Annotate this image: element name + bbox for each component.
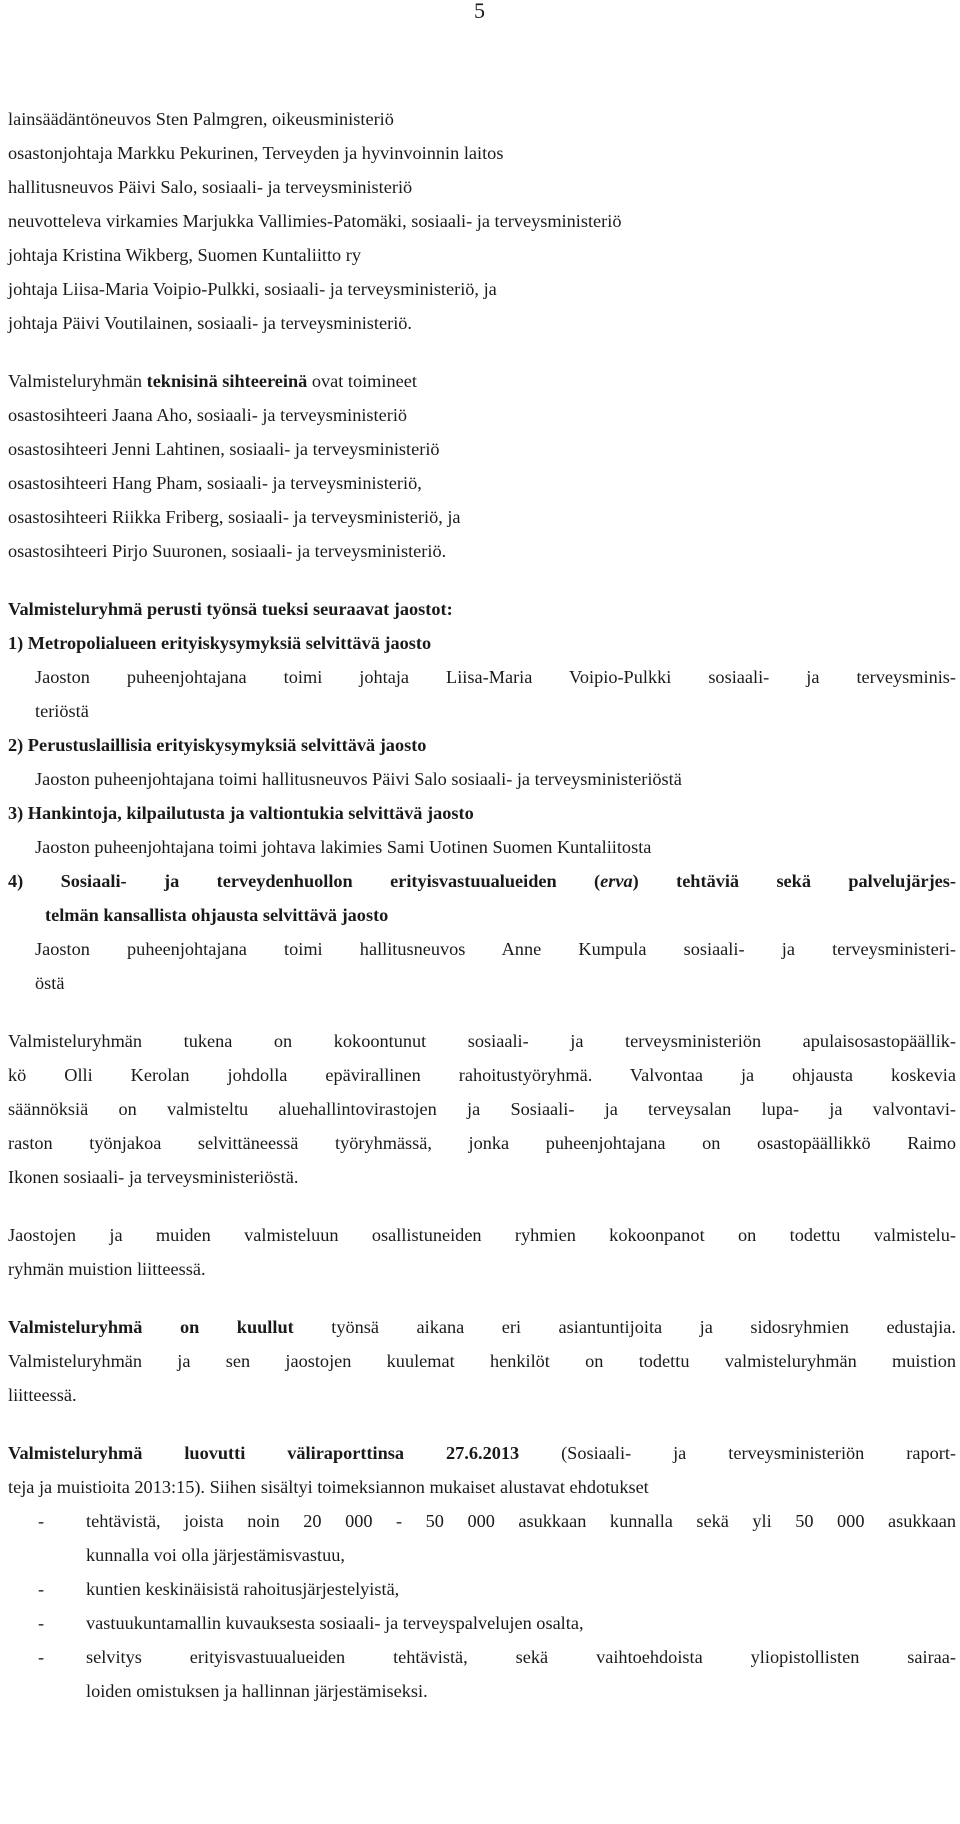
subgroup-4-title-text: 4) Sosiaali- ja terveydenhuollon erityisvastuualueiden ( [8, 871, 601, 891]
paragraph-line: kö Olli Kerolan johdolla epävirallinen rahoitustyöryhmä. Valvontaa ja ohjausta koskevia [8, 1065, 956, 1085]
secretary-line: osastosihteeri Hang Pham, sosiaali- ja terveysministeriö, [8, 473, 422, 493]
secretaries-intro [8, 364, 956, 398]
subgroup-4-title-erva: erva [600, 871, 633, 891]
interim-text: (Sosiaali- ja terveysministeriön raport- [519, 1443, 956, 1463]
list-item-text: tehtävistä, joista noin 20 000 - 50 000 asukkaan kunnalla sekä yli 50 000 asukkaan [86, 1511, 956, 1531]
member-line: neuvotteleva virkamies Marjukka Vallimies-Patomäki, sosiaali- ja terveysministeriö [8, 211, 622, 231]
secretary-line: osastosihteeri Riikka Friberg, sosiaali- ja terveysministeriö, ja [8, 507, 461, 527]
interim-bold: Valmisteluryhmä luovutti väliraporttinsa 27.6.2013 [8, 1443, 520, 1463]
page-number: 5 [474, 0, 485, 23]
dash-bullet: - [38, 1511, 45, 1531]
subgroup-1-title [8, 626, 956, 660]
subgroup-1-title-text: 1) Metropolialueen erityiskysymyksiä selvittävä jaosto [8, 633, 432, 653]
subgroup-3-chair: Jaoston puheenjohtajana toimi johtava lakimies Sami Uotinen Suomen Kuntaliitosta [35, 837, 652, 857]
list-item [8, 1606, 956, 1640]
paragraph-line: Valmisteluryhmän tukena on kokoontunut sosiaali- ja terveysministeriön apulaisosastopäällik- [8, 1031, 956, 1051]
proposal-list [8, 1504, 956, 1708]
secretary-line: osastosihteeri Jaana Aho, sosiaali- ja terveysministeriö [8, 405, 408, 425]
list-item-cont [8, 1674, 956, 1708]
dash-bullet: - [38, 1647, 45, 1667]
subgroups-heading [8, 592, 956, 626]
list-item-text: kuntien keskinäisistä rahoitusjärjestelyistä, [86, 1579, 400, 1599]
paragraph-line: Valmisteluryhmän ja sen jaostojen kuulemat henkilöt on todettu valmisteluryhmän muistion [8, 1351, 956, 1371]
dash-bullet: - [38, 1579, 45, 1599]
dash-bullet: - [38, 1613, 45, 1633]
paragraph-line [8, 1310, 956, 1344]
support-paragraph [8, 1024, 956, 1194]
heard-paragraph [8, 1310, 956, 1412]
member-line: johtaja Kristina Wikberg, Suomen Kuntaliitto ry [8, 245, 361, 265]
list-item-text: loiden omistuksen ja hallinnan järjestämiseksi. [86, 1681, 428, 1701]
list-item [8, 1640, 956, 1674]
paragraph-line: Ikonen sosiaali- ja terveysministeriöstä. [8, 1167, 299, 1187]
subgroup-3-title [8, 796, 956, 830]
paragraph-line: Jaostojen ja muiden valmisteluun osallistuneiden ryhmien kokoonpanot on todettu valmistelu- [8, 1225, 956, 1245]
secretary-line: osastosihteeri Jenni Lahtinen, sosiaali- ja terveysministeriö [8, 439, 440, 459]
member-line: johtaja Päivi Voutilainen, sosiaali- ja terveysministeriö. [8, 313, 412, 333]
paragraph-line: säännöksiä on valmisteltu aluehallintovirastojen ja Sosiaali- ja terveysalan lupa- ja valvontavi- [8, 1099, 956, 1119]
secretary-line: osastosihteeri Pirjo Suuronen, sosiaali- ja terveysministeriö. [8, 541, 447, 561]
paragraph-line [8, 1436, 956, 1470]
secretaries-section [8, 364, 956, 568]
list-item [8, 1504, 956, 1538]
intro-text: Valmisteluryhmän [8, 371, 147, 391]
paragraph-line: raston työnjakoa selvittäneessä työryhmässä, jonka puheenjohtajana on osastopäällikkö Raimo [8, 1133, 956, 1153]
subgroups-section [8, 592, 956, 1000]
subgroup-4-title-cont [8, 898, 956, 932]
subgroup-4-chair-cont: östä [35, 973, 65, 993]
paragraph-line: teja ja muistioita 2013:15). Siihen sisältyi toimeksiannon mukaiset alustavat ehdotukset [8, 1477, 649, 1497]
subgroup-2-chair: Jaoston puheenjohtajana toimi hallitusneuvos Päivi Salo sosiaali- ja terveysministeriöstä [35, 769, 682, 789]
subgroup-3-title-text: 3) Hankintoja, kilpailutusta ja valtiontukia selvittävä jaosto [8, 803, 474, 823]
heard-bold: Valmisteluryhmä on kuullut [8, 1317, 294, 1337]
subgroup-1-chair: Jaoston puheenjohtajana toimi johtaja Liisa-Maria Voipio-Pulkki sosiaali- ja terveysminis- [35, 667, 956, 687]
list-item-text: selvitys erityisvastuualueiden tehtävistä, sekä vaihtoehdoista yliopistollisten sairaa- [86, 1647, 956, 1667]
subgroup-4-title [8, 864, 956, 898]
list-item-text: vastuukuntamallin kuvauksesta sosiaali- ja terveyspalvelujen osalta, [86, 1613, 584, 1633]
heard-text: työnsä aikana eri asiantuntijoita ja sidosryhmien edustajia. [293, 1317, 956, 1337]
subgroup-4-title-cont-text: telmän kansallista ohjausta selvittävä jaosto [45, 905, 389, 925]
subgroup-2-title-text: 2) Perustuslaillisia erityiskysymyksiä selvittävä jaosto [8, 735, 427, 755]
intro-text-end: ovat toimineet [307, 371, 417, 391]
member-line: lainsäädäntöneuvos Sten Palmgren, oikeusministeriö [8, 109, 394, 129]
list-item-text: kunnalla voi olla järjestämisvastuu, [86, 1545, 345, 1565]
subgroup-4-chair: Jaoston puheenjohtajana toimi hallitusneuvos Anne Kumpula sosiaali- ja terveysministeri- [35, 939, 956, 959]
document-body [8, 102, 956, 1708]
member-line: johtaja Liisa-Maria Voipio-Pulkki, sosiaali- ja terveysministeriö, ja [8, 279, 497, 299]
composition-paragraph [8, 1218, 956, 1286]
member-line: osastonjohtaja Markku Pekurinen, Terveyden ja hyvinvoinnin laitos [8, 143, 504, 163]
list-item [8, 1572, 956, 1606]
interim-paragraph [8, 1436, 956, 1708]
member-line: hallitusneuvos Päivi Salo, sosiaali- ja terveysministeriö [8, 177, 413, 197]
paragraph-line: liitteessä. [8, 1385, 77, 1405]
subgroup-1-chair-cont: teriöstä [35, 701, 89, 721]
subgroup-2-title [8, 728, 956, 762]
subgroups-heading-text: Valmisteluryhmä perusti työnsä tueksi seuraavat jaostot: [8, 599, 453, 619]
intro-bold: teknisinä sihteereinä [146, 371, 308, 391]
subgroup-4-title-text-end: ) tehtäviä sekä palvelujärjes- [632, 871, 956, 891]
members-list [8, 102, 956, 340]
list-item-cont [8, 1538, 956, 1572]
paragraph-line: ryhmän muistion liitteessä. [8, 1259, 206, 1279]
